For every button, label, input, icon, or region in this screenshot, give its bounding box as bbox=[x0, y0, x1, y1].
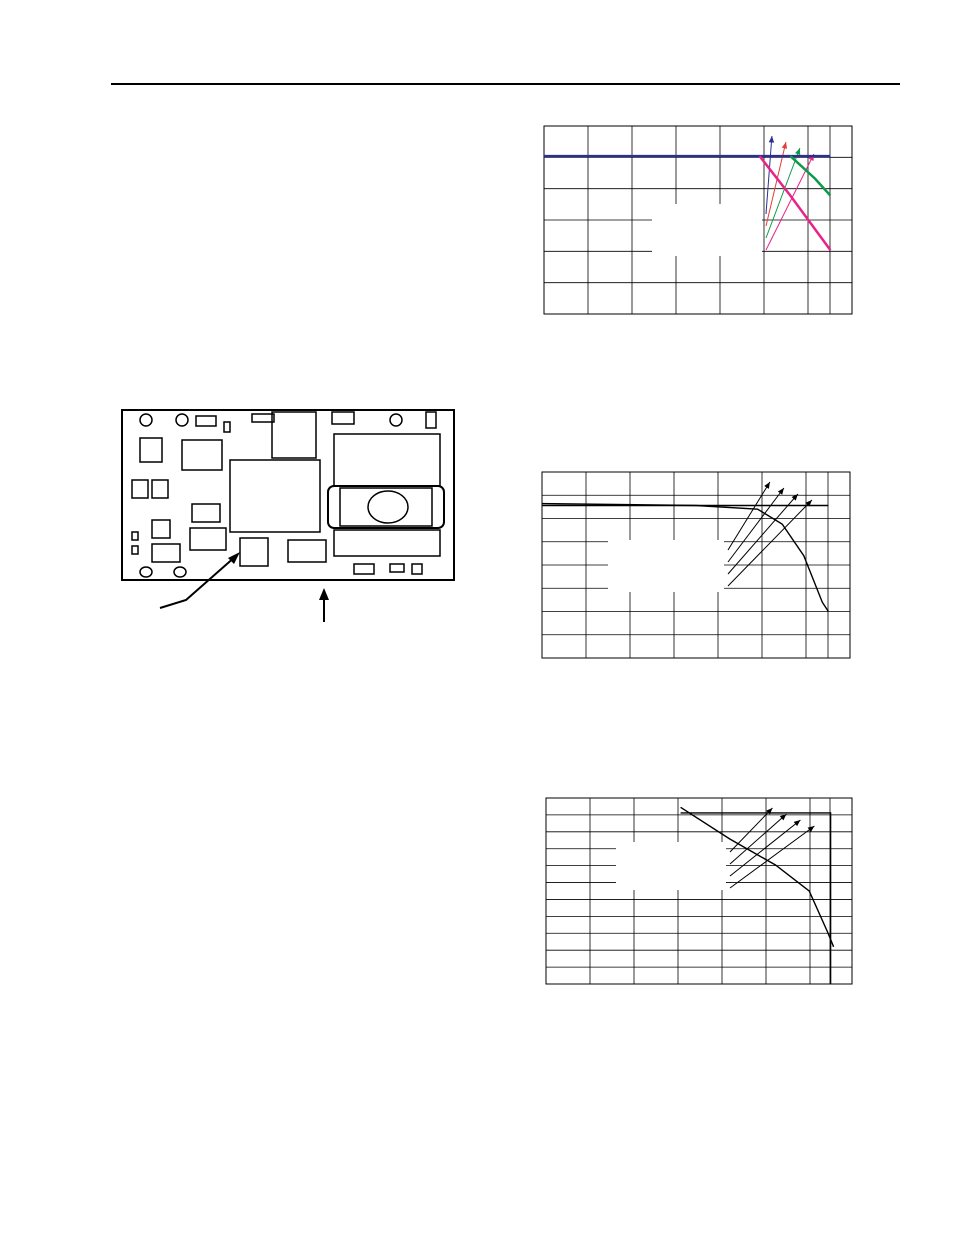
large-ic bbox=[230, 460, 320, 532]
dpak-tab bbox=[252, 414, 274, 422]
leader-arrowhead bbox=[794, 820, 801, 826]
chart-frame bbox=[546, 798, 852, 984]
transformer-top-block bbox=[334, 434, 440, 486]
mount-hole bbox=[174, 567, 186, 577]
square-part bbox=[152, 480, 168, 498]
chart-1 bbox=[540, 120, 860, 320]
dpak-package bbox=[272, 412, 316, 458]
mount-hole bbox=[390, 414, 402, 426]
leader-arrow-line bbox=[728, 488, 784, 562]
leader-arrowhead bbox=[769, 136, 774, 143]
chip-resistor bbox=[354, 564, 374, 574]
leader-arrow-line bbox=[730, 814, 786, 864]
chip-resistor bbox=[332, 412, 354, 424]
pointer-arrowhead bbox=[319, 588, 329, 600]
legend-blank-area bbox=[608, 540, 724, 592]
transformer-bobbin bbox=[340, 488, 432, 526]
legend-blank-area bbox=[616, 842, 726, 890]
ic-package bbox=[152, 520, 170, 538]
transformer-center bbox=[368, 491, 408, 523]
mount-hole bbox=[176, 414, 188, 426]
small-part bbox=[190, 528, 226, 550]
transformer-core bbox=[328, 486, 444, 528]
mount-hole bbox=[140, 414, 152, 426]
mount-hole bbox=[140, 567, 152, 577]
small-part bbox=[288, 540, 326, 562]
legend-blank-area bbox=[652, 204, 762, 256]
leader-arrow-line bbox=[728, 500, 812, 586]
leader-arrow-line bbox=[730, 826, 814, 888]
pointer-line bbox=[160, 556, 236, 608]
leader-arrowhead bbox=[764, 482, 770, 489]
chart-2 bbox=[538, 466, 858, 666]
square-part bbox=[140, 438, 162, 462]
series-line-1 bbox=[760, 156, 831, 250]
leader-arrowhead bbox=[795, 148, 800, 155]
leader-arrow-line bbox=[728, 482, 770, 550]
chart-3 bbox=[542, 792, 858, 992]
small-part bbox=[192, 504, 220, 522]
chip-resistor bbox=[390, 564, 404, 572]
square-part bbox=[132, 480, 148, 498]
transformer-bottom-block bbox=[334, 530, 440, 556]
header-rule bbox=[111, 83, 900, 85]
sot-package bbox=[196, 416, 216, 426]
chip-resistor bbox=[224, 422, 230, 432]
chip-resistor bbox=[132, 546, 138, 554]
small-part bbox=[152, 544, 180, 562]
leader-arrow-line bbox=[766, 154, 814, 250]
leader-arrowhead bbox=[808, 826, 815, 832]
leader-arrow-line bbox=[766, 136, 772, 214]
leader-arrowhead bbox=[778, 488, 784, 495]
leader-arrow-line bbox=[730, 820, 800, 876]
circuit-board-diagram bbox=[100, 400, 480, 640]
series-line-1 bbox=[681, 813, 831, 984]
chip-resistor bbox=[412, 564, 422, 574]
so8-package bbox=[182, 440, 222, 470]
chip-resistor bbox=[132, 532, 138, 540]
small-part bbox=[240, 538, 268, 566]
leader-arrowhead bbox=[782, 142, 787, 149]
sot-package bbox=[426, 412, 436, 428]
